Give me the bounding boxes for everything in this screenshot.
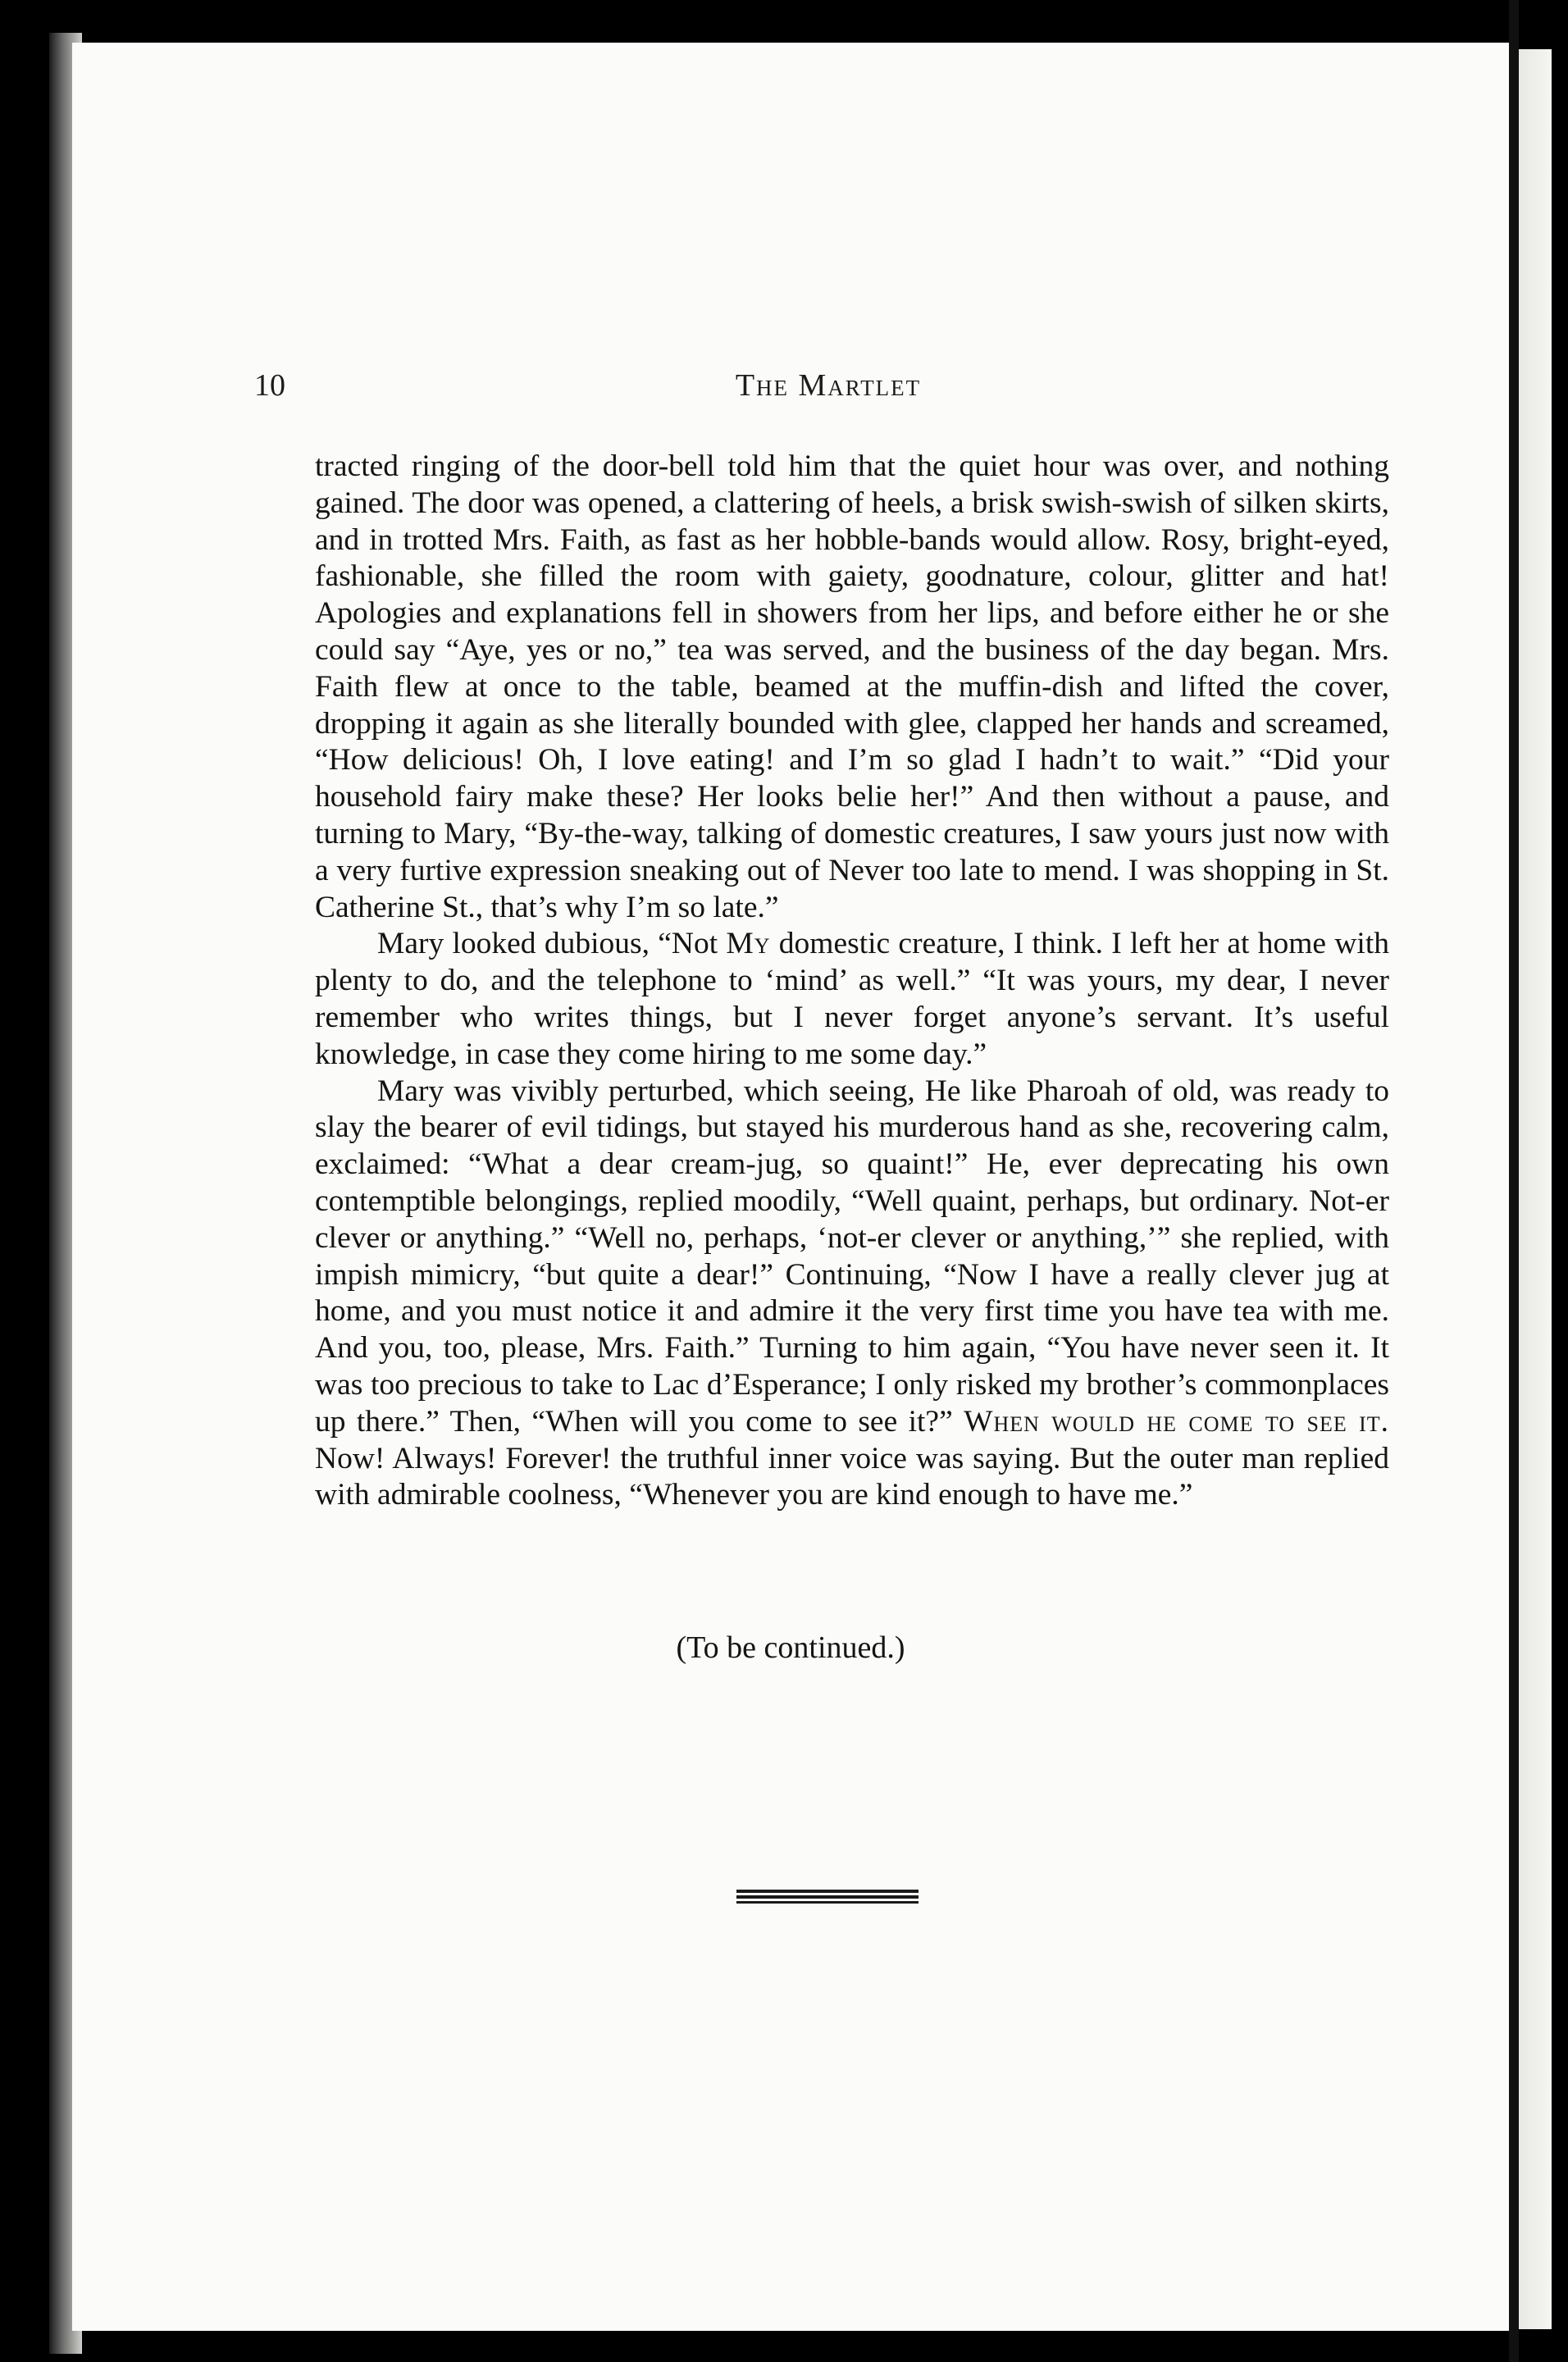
paragraph-2-part-a: Mary looked dubious, “Not: [377, 927, 727, 961]
rule-line-middle: [736, 1895, 918, 1899]
paragraph-3-smallcaps: When would he come to see it.: [964, 1404, 1389, 1439]
page-header: [254, 367, 1402, 417]
paragraph-2: [315, 926, 1389, 1073]
rule-line-top: [736, 1890, 918, 1893]
page-number: 10: [254, 368, 285, 403]
facing-page-edge: [1519, 49, 1552, 2329]
body-text: [315, 449, 1389, 1514]
decorative-rule: [736, 1890, 918, 1904]
paragraph-2-smallcaps: My: [726, 927, 771, 961]
paragraph-2-part-b: domestic creature, I think. I left her at home with plenty to do, and the telephone to ‘mind’ as well.” “It was yours, my dear, I never remember who writes things, but I never forget anyone’s servant. It’s useful knowledge, in case they come hiring to me some day.”: [315, 927, 1389, 1071]
to-be-continued: (To be continued.): [676, 1630, 905, 1665]
document-page: [72, 43, 1509, 2331]
rule-line-bottom: [736, 1901, 918, 1904]
paragraph-3: [315, 1074, 1389, 1515]
page-gutter: [1509, 0, 1519, 2362]
running-title: The Martlet: [735, 368, 922, 403]
paragraph-3-part-a: Mary was vivibly perturbed, which seeing, He like Pharoah of old, was ready to slay the bearer of evil tidings, but stayed his murderous hand as she, recovering calm, exclaimed: “What a dear cream-jug, so quaint!” He, ever deprecating his own contemptible belongings, replied moodily, “Well quaint, perhaps, but ordinary. Not-er clever or anything.” “Well no, perhaps, ‘not-er clever or anything,’” she replied, with impish mimicry, “but quite a dear!” Continuing, “Now I have a really clever jug at home, and you must notice it and admire it the very first time you have tea with me. And you, too, please, Mrs. Faith.” Turning to him again, “You have never seen it. It was too precious to take to Lac d’Esperance; I only risked my brother’s commonplaces up there.” Then, “When will you come to see it?”: [315, 1074, 1389, 1439]
paragraph-1: tracted ringing of the door-bell told him that the quiet hour was over, and nothing gained. The door was opened, a clattering of heels, a brisk swish-swish of silken skirts, and in trotted Mrs. Faith, as fast as her hobble-bands would allow. Rosy, bright-eyed, fashionable, she filled the room with gaiety, goodnature, colour, glitter and hat! Apologies and explanations fell in showers from her lips, and before either he or she could say “Aye, yes or no,” tea was served, and the business of the day began. Mrs. Faith flew at once to the table, beamed at the muffin-dish and lifted the cover, dropping it again as she literally bounded with glee, clapped her hands and screamed, “How delicious! Oh, I love eating! and I’m so glad I hadn’t to wait.” “Did your household fairy make these? Her looks belie her!” And then without a pause, and turning to Mary, “By-the-way, talking of domestic creatures, I saw yours just now with a very furtive expression sneaking out of Never too late to mend. I was shopping in St. Catherine St., that’s why I’m so late.”: [315, 449, 1389, 924]
paragraph-3-part-b: Now! Always! Forever! the truthful inner voice was saying. But the outer man replied with admirable coolness, “Whenever you are kind enough to have me.”: [315, 1441, 1389, 1512]
